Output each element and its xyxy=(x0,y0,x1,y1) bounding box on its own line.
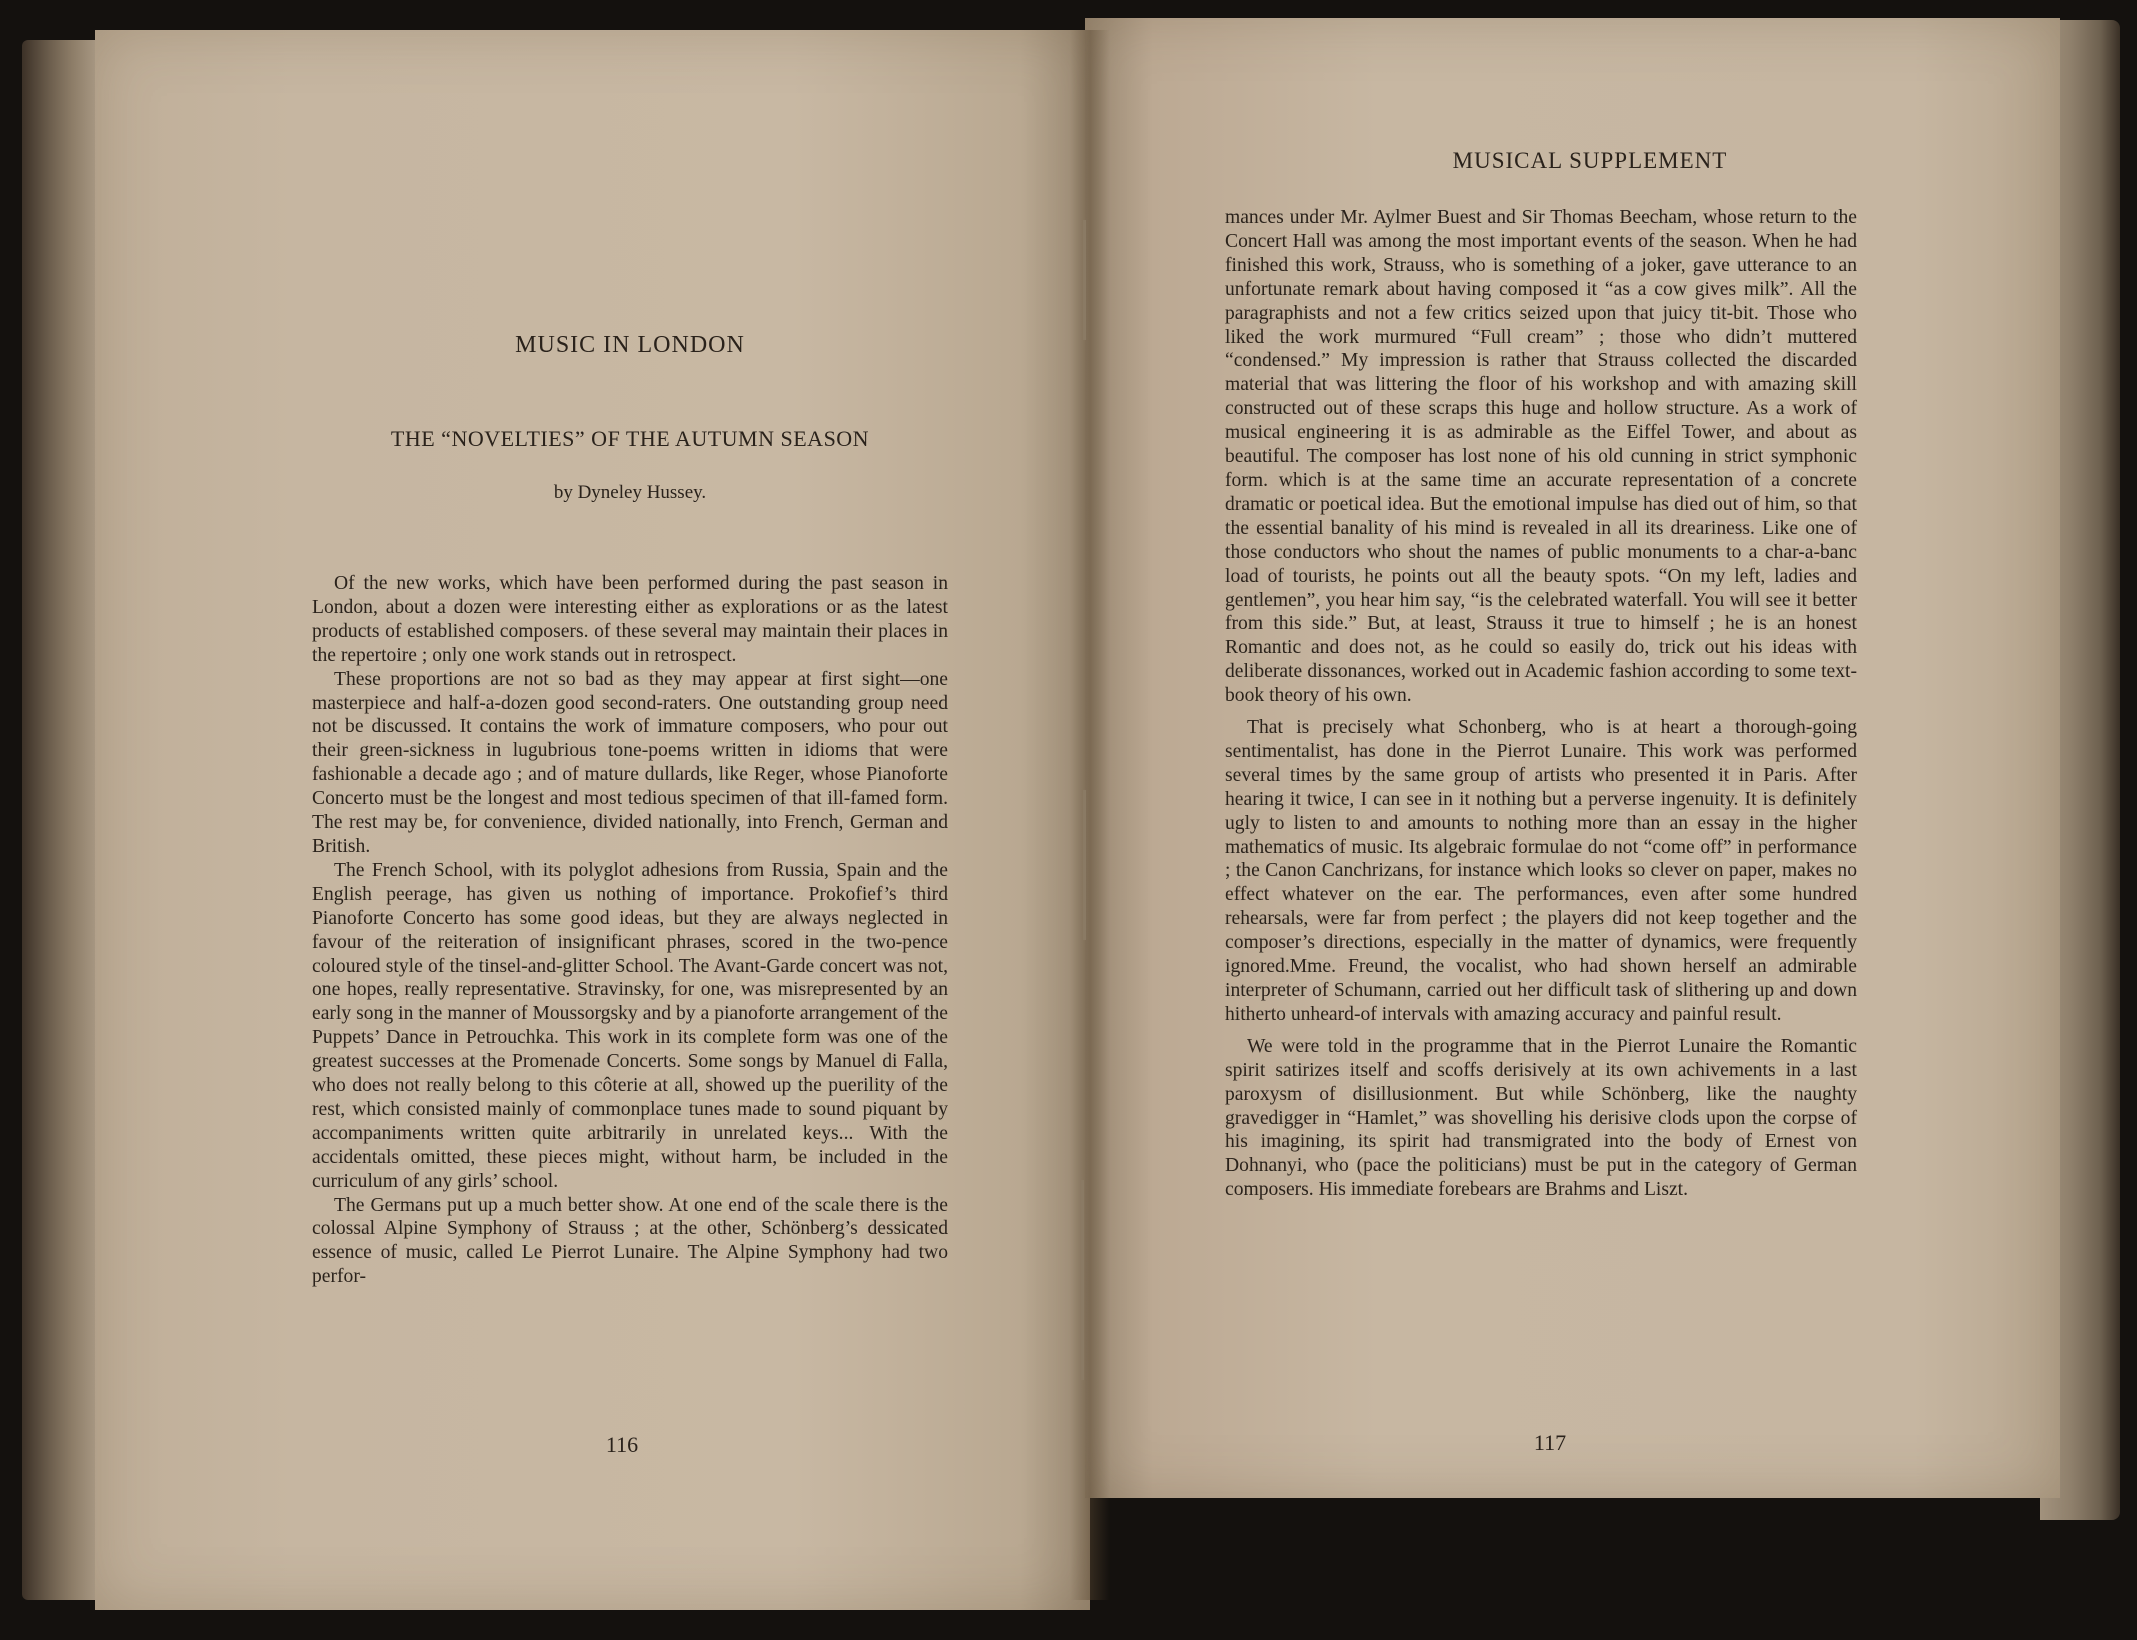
book-gutter xyxy=(1070,30,1110,1600)
binding-stitch xyxy=(1083,220,1086,340)
binding-stitch xyxy=(1083,790,1086,940)
page-number: 116 xyxy=(605,1432,639,1457)
right-page-body xyxy=(1225,206,1857,1202)
article-title: MUSIC IN LONDON xyxy=(515,332,745,358)
article-byline: by Dyneley Hussey. xyxy=(553,482,707,503)
paragraph: The French School, with its polyglot adhesions from Russia, Spain and the English peerage, has given us nothing of importance. Prokofief’s third Pianoforte Concerto has some good ideas, but they are always neglected in favour of the reiteration of insignificant phrases, scored in the two-pence coloured style of the tinsel-and-glitter School. The Avant-Garde concert was not, one hopes, really representative. Stravinsky, for one, was misrepresented by an early song in the manner of Moussorgsky and by a pianoforte arrangement of the Puppets’ Dance in Petrouchka. This work in its complete form was one of the greatest successes at the Promenade Concerts. Some songs by Manuel di Falla, who does not really belong to this côterie at all, showed up the puerility of the rest, which consisted mainly of commonplace tunes made to sound piquant by accompaniments written quite arbitrarily in unrelated keys... With the accidentals omitted, these pieces might, without harm, be included in the curriculum of any girls’ school. xyxy=(312,859,948,1192)
article-subtitle: THE “NOVELTIES” OF THE AUTUMN SEASON xyxy=(390,426,870,451)
paragraph: We were told in the programme that in the Pierrot Lunaire the Romantic spirit satirizes itself and scoffs derisively at its own achivements in a last paroxysm of disillusionment. But while Schönberg, like the naughty gravedigger in “Hamlet,” was shovelling his derisive clods upon the corpse of his imagining, its spirit had transmigrated into the body of Ernest von Dohnanyi, who (pace the politicians) must be put in the category of German composers. His immediate forebears are Brahms and Liszt. xyxy=(1225,1035,1857,1201)
paragraph: The Germans put up a much better show. At one end of the scale there is the colossal Alpine Symphony of Strauss ; at the other, Schönberg’s dessicated essence of music, called Le Pierrot Lunaire. The Alpine Symphony had two perfor- xyxy=(312,1194,948,1288)
page-number: 117 xyxy=(1533,1430,1567,1455)
left-page-body xyxy=(312,572,948,1289)
paragraph: Of the new works, which have been performed during the past season in London, about a dozen were interesting either as explorations or as the latest products of established composers. of these several may maintain their places in the repertoire ; only one work stands out in retrospect. xyxy=(312,573,948,666)
paragraph: That is precisely what Schonberg, who is at heart a thorough-going sentimentalist, has done in the Pierrot Lunaire. This work was performed several times by the same group of artists who presented it in Paris. After hearing it twice, I can see in it nothing but a perverse ingenuity. It is definitely ugly to listen to and amounts to nothing more than an essay in the higher mathematics of music. Its algebraic formulae do not “come off” in performance ; the Canon Canchrizans, for instance which looks so clever on paper, makes no effect whatever on the ear. The performances, even after some hundred rehearsals, were far from perfect ; the players did not keep together and the composer’s directions, especially in the matter of dynamics, were frequently ignored.Mme. Freund, the vocalist, who had shown herself an admirable interpreter of Schumann, carried out her difficult task of slithering up and down hitherto unheard-of intervals with amazing accuracy and painful result. xyxy=(1225,717,1857,1025)
paragraph: These proportions are not so bad as they may appear at first sight—one masterpiece and half-a-dozen good second-raters. One outstanding group need not be discussed. It contains the work of immature composers, who pour out their green-sickness in lugubrious tone-poems written in idioms that were fashionable a decade ago ; and of mature dullards, like Reger, whose Pianoforte Concerto must be the longest and most tedious specimen of that ill-famed form. The rest may be, for convenience, divided nationally, into French, German and British. xyxy=(312,668,948,857)
running-head: MUSICAL SUPPLEMENT xyxy=(1452,148,1728,173)
binding-stitch xyxy=(1081,1180,1084,1380)
paragraph: mances under Mr. Aylmer Buest and Sir Thomas Beecham, whose return to the Concert Hall was among the most important events of the season. When he had finished this work, Strauss, who is something of a joker, gave utterance to an unfortunate remark about having composed it “as a cow gives milk”. All the paragraphists and not a few critics seized upon that juicy tit-bit. Those who liked the work murmured “Full cream” ; those who didn’t muttered “condensed.” My impression is rather that Strauss collected the discarded material that was littering the floor of his workshop and with amazing skill constructed out of these scraps this huge and hollow structure. As a work of musical engineering it is as admirable as the Eiffel Tower, and about as beautiful. The composer has lost none of his old cunning in strict symphonic form. which is at the same time an accurate representation of a concrete dramatic or poetical idea. But the emotional impulse has died out of him, so that the essential banality of his mind is revealed in all its dreariness. Like one of those conductors who shout the names of public monuments to a char-a-banc load of tourists, he points out all the beauty spots. “On my left, ladies and gentlemen”, you hear him say, “is the celebrated waterfall. You will see it better from this side.” But, at least, Strauss it true to himself ; he is an honest Romantic and does not, as he could so easily do, trick out his ideas with deliberate dissonances, worked out in Academic fashion according to some text-book theory of his own. xyxy=(1225,207,1857,707)
